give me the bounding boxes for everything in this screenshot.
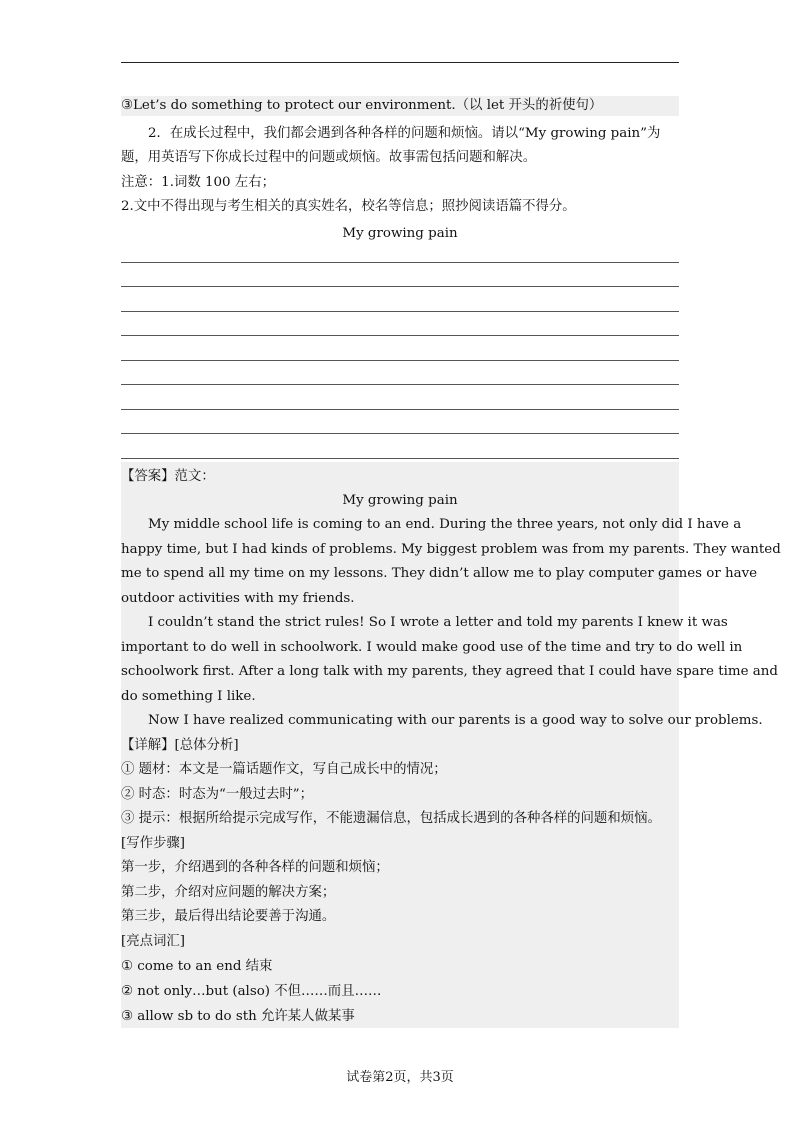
model-line: My middle school life is coming to an end. During the three years, not only did I have a <box>148 517 742 532</box>
step-line: 第二步，介绍对应问题的解决方案； <box>121 885 336 900</box>
question-tail: ③Let’s do something to protect our environment.（以 let 开头的祈使句） <box>121 98 603 113</box>
answer-line[interactable] <box>121 335 679 336</box>
note-line-1: 注意：1.词数 100 左右； <box>121 175 275 190</box>
vocab-heading: [亮点词汇] <box>121 934 186 949</box>
model-line: schoolwork first. After a long talk with my parents, they agreed that I could have spare time and <box>121 664 778 679</box>
answer-line[interactable] <box>121 458 679 459</box>
answer-line[interactable] <box>121 409 679 410</box>
prompt-line-2: 题，用英语写下你成长过程中的问题或烦恼。故事需包括问题和解决。 <box>121 150 537 165</box>
model-line: I couldn’t stand the strict rules! So I wrote a letter and told my parents I knew it was <box>148 615 728 630</box>
model-line: Now I have realized communicating with our parents is a good way to solve our problems. <box>148 713 763 728</box>
step-line: 第一步，介绍遇到的各种各样的问题和烦恼； <box>121 860 389 875</box>
model-line: me to spend all my time on my lessons. They didn’t allow me to play computer games or have <box>121 566 758 581</box>
model-line: important to do well in schoolwork. I would make good use of the time and try to do well in <box>121 640 743 655</box>
model-line: outdoor activities with my friends. <box>121 591 355 606</box>
answer-line[interactable] <box>121 360 679 361</box>
essay-title: My growing pain <box>342 226 458 241</box>
note-line-2: 2.文中不得出现与考生相关的真实姓名，校名等信息；照抄阅读语篇不得分。 <box>121 199 576 214</box>
prompt-line-1: 2．在成长过程中，我们都会遇到各种各样的问题和烦恼。请以“My growing pain”为 <box>148 126 661 141</box>
analysis-heading: 【详解】[总体分析] <box>121 738 239 753</box>
analysis-line: ② 时态：时态为“一般过去时”； <box>121 787 314 802</box>
answer-line[interactable] <box>121 433 679 434</box>
step-line: 第三步，最后得出结论要善于沟通。 <box>121 909 336 924</box>
answer-line[interactable] <box>121 286 679 287</box>
analysis-line: ③ 提示：根据所给提示完成写作，不能遗漏信息，包括成长遇到的各种各样的问题和烦恼。 <box>121 811 661 826</box>
answer-header: 【答案】范文： <box>121 469 215 484</box>
model-title: My growing pain <box>342 493 458 508</box>
steps-heading: [写作步骤] <box>121 836 186 851</box>
vocab-line: ① come to an end 结束 <box>121 959 273 974</box>
vocab-line: ② not only…but (also) 不但……而且…… <box>121 984 382 999</box>
vocab-line: ③ allow sb to do sth 允许某人做某事 <box>121 1009 355 1024</box>
page-footer: 试卷第2页，共3页 <box>346 1070 454 1085</box>
top-rule <box>121 62 679 63</box>
answer-line[interactable] <box>121 384 679 385</box>
answer-line[interactable] <box>121 311 679 312</box>
analysis-line: ① 题材：本文是一篇话题作文，写自己成长中的情况； <box>121 762 447 777</box>
model-line: happy time, but I had kinds of problems. My biggest problem was from my parents. They wanted <box>121 542 781 557</box>
answer-line[interactable] <box>121 262 679 263</box>
model-line: do something I like. <box>121 689 256 704</box>
